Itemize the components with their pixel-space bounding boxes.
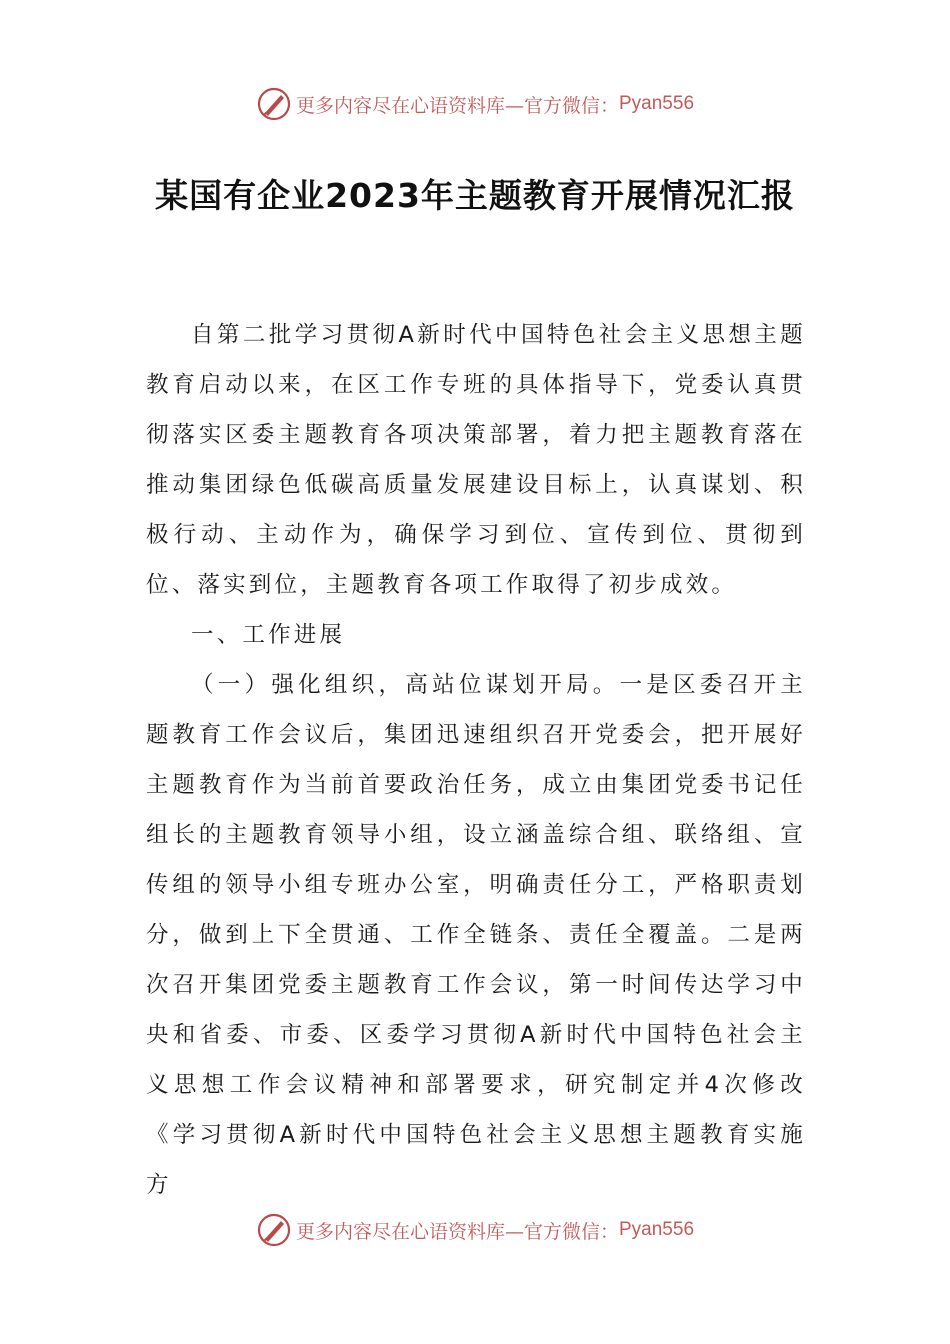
document-title: 某国有企业2023年主题教育开展情况汇报 <box>155 176 795 215</box>
watermark-banner-bottom <box>0 1210 950 1250</box>
quill-pen-circle-icon <box>256 1212 292 1248</box>
paragraph-intro: 自第二批学习贯彻A新时代中国特色社会主义思想主题教育启动以来，在区工作专班的具体指导下，党委认真贯彻落实区委主题教育各项决策部署，着力把主题教育落在推动集团绿色低碳高质量发展建设目标上，认真谋划、积极行动、主动作为，确保学习到位、宣传到位、贯彻到位、落实到位，主题教育各项工作取得了初步成效。 <box>146 322 806 598</box>
section-heading: 一、工作进展 <box>191 622 346 648</box>
watermark-text: 更多内容尽在心语资料库—官方微信： <box>295 1220 619 1243</box>
paragraph-section-1: （一）强化组织，高站位谋划开局。一是区委召开主题教育工作会议后，集团迅速组织召开党委会，把开展好主题教育作为当前首要政治任务，成立由集团党委书记任组长的主题教育领导小组，设立涵盖综合组、联络组、宣传组的领导小组专班办公室，明确责任分工，严格职责划分，做到上下全贯通、工作全链条、责任全覆盖。二是两次召开集团党委主题教育工作会议，第一时间传达学习中央和省委、市委、区委学习贯彻A新时代中国特色社会主义思想工作会议精神和部署要求，研究制定并4次修改《学习贯彻A新时代中国特色社会主义思想主题教育实施方 <box>146 672 806 1198</box>
watermark-wechat-id: Pyan556 <box>619 93 695 114</box>
quill-pen-circle-icon <box>256 86 292 122</box>
watermark-text: 更多内容尽在心语资料库—官方微信： <box>295 94 619 117</box>
document-body <box>146 310 806 1210</box>
watermark-wechat-id: Pyan556 <box>619 1219 695 1240</box>
watermark-banner-top <box>0 84 950 124</box>
